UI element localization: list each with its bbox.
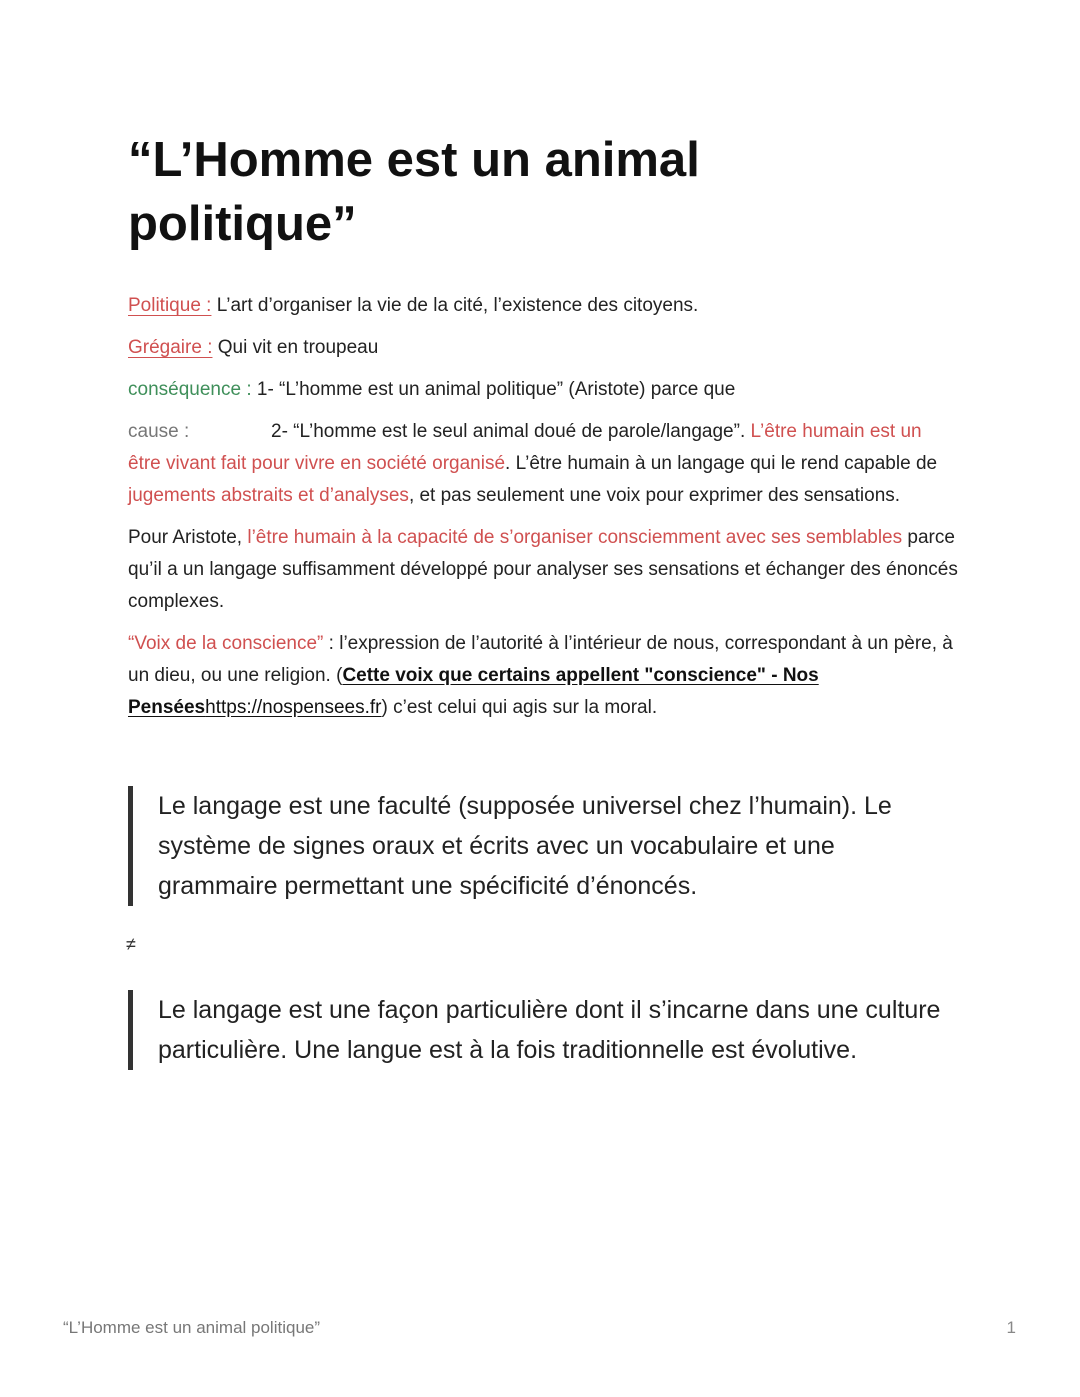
cause-text: 2- “L’homme est le seul animal doué de parole/langage”. [271,421,751,442]
link-url: https://nospensees.fr [205,697,382,718]
not-equal-symbol: ≠ [126,934,136,954]
definition-consequence [128,374,958,406]
definition-consequence-text: 1- “L’homme est un animal politique” (Aristote) parce que [251,379,736,400]
document-body [128,128,958,724]
term-consequence: conséquence : [128,379,252,400]
term-politique: Politique : [128,295,212,316]
cause-text-2: . L’être humain à un langage qui le rend capable de [505,453,938,474]
blockquote-langage-faculte [128,786,958,906]
aristote-highlight: l’être humain à la capacité de s’organiser consciemment avec ses semblables [247,527,903,548]
blockquote-langue-culture [128,990,958,1070]
aristote-intro: Pour Aristote, [128,527,248,548]
link-title: Cette voix que certains appellent "conscience" - Nos Pensées [128,665,819,718]
cause-text-3: , et pas seulement une voix pour exprimer des sensations. [408,485,901,506]
aristote-rest: parce qu’il a un langage suffisamment développé pour analyser ses sensations et échanger des énoncés complexes. [128,527,958,612]
aristote-paragraph [128,522,958,618]
term-cause: cause : [128,421,190,442]
quote-text-2: Le langage est une façon particulière dont il s’incarne dans une culture particulière. Une langue est à la fois traditionnelle est évolutive. [158,996,941,1064]
page-number: 1 [1006,1318,1016,1337]
conscience-text: : l’expression de l’autorité à l’intérieur de nous, correspondant à un père, à un dieu, ou une religion. ( [128,633,953,686]
term-gregaire: Grégaire : [128,337,213,358]
definition-politique [128,290,958,322]
definition-cause [128,416,958,512]
cause-highlight-1: L’être humain est un être vivant fait pour vivre en société organisé [128,421,922,474]
page-title: “L’Homme est un animal politique” [128,133,700,251]
quote-text-1: Le langage est une faculté (supposée universel chez l’humain). Le système de signes oraux et écrits avec un vocabulaire et une grammaire permettant une spécificité d’énoncés. [158,792,892,900]
footer-title: “L’Homme est un animal politique” [63,1318,321,1337]
term-conscience: “Voix de la conscience” [128,633,324,654]
cause-highlight-2: jugements abstraits et d’analyses [128,485,409,506]
definition-politique-text: L’art d’organiser la vie de la cité, l’existence des citoyens. [211,295,699,316]
conscience-text-2: ) c’est celui qui agis sur la moral. [381,697,658,718]
definition-gregaire-text: Qui vit en troupeau [212,337,379,358]
definition-gregaire [128,332,958,364]
conscience-paragraph [128,628,958,724]
